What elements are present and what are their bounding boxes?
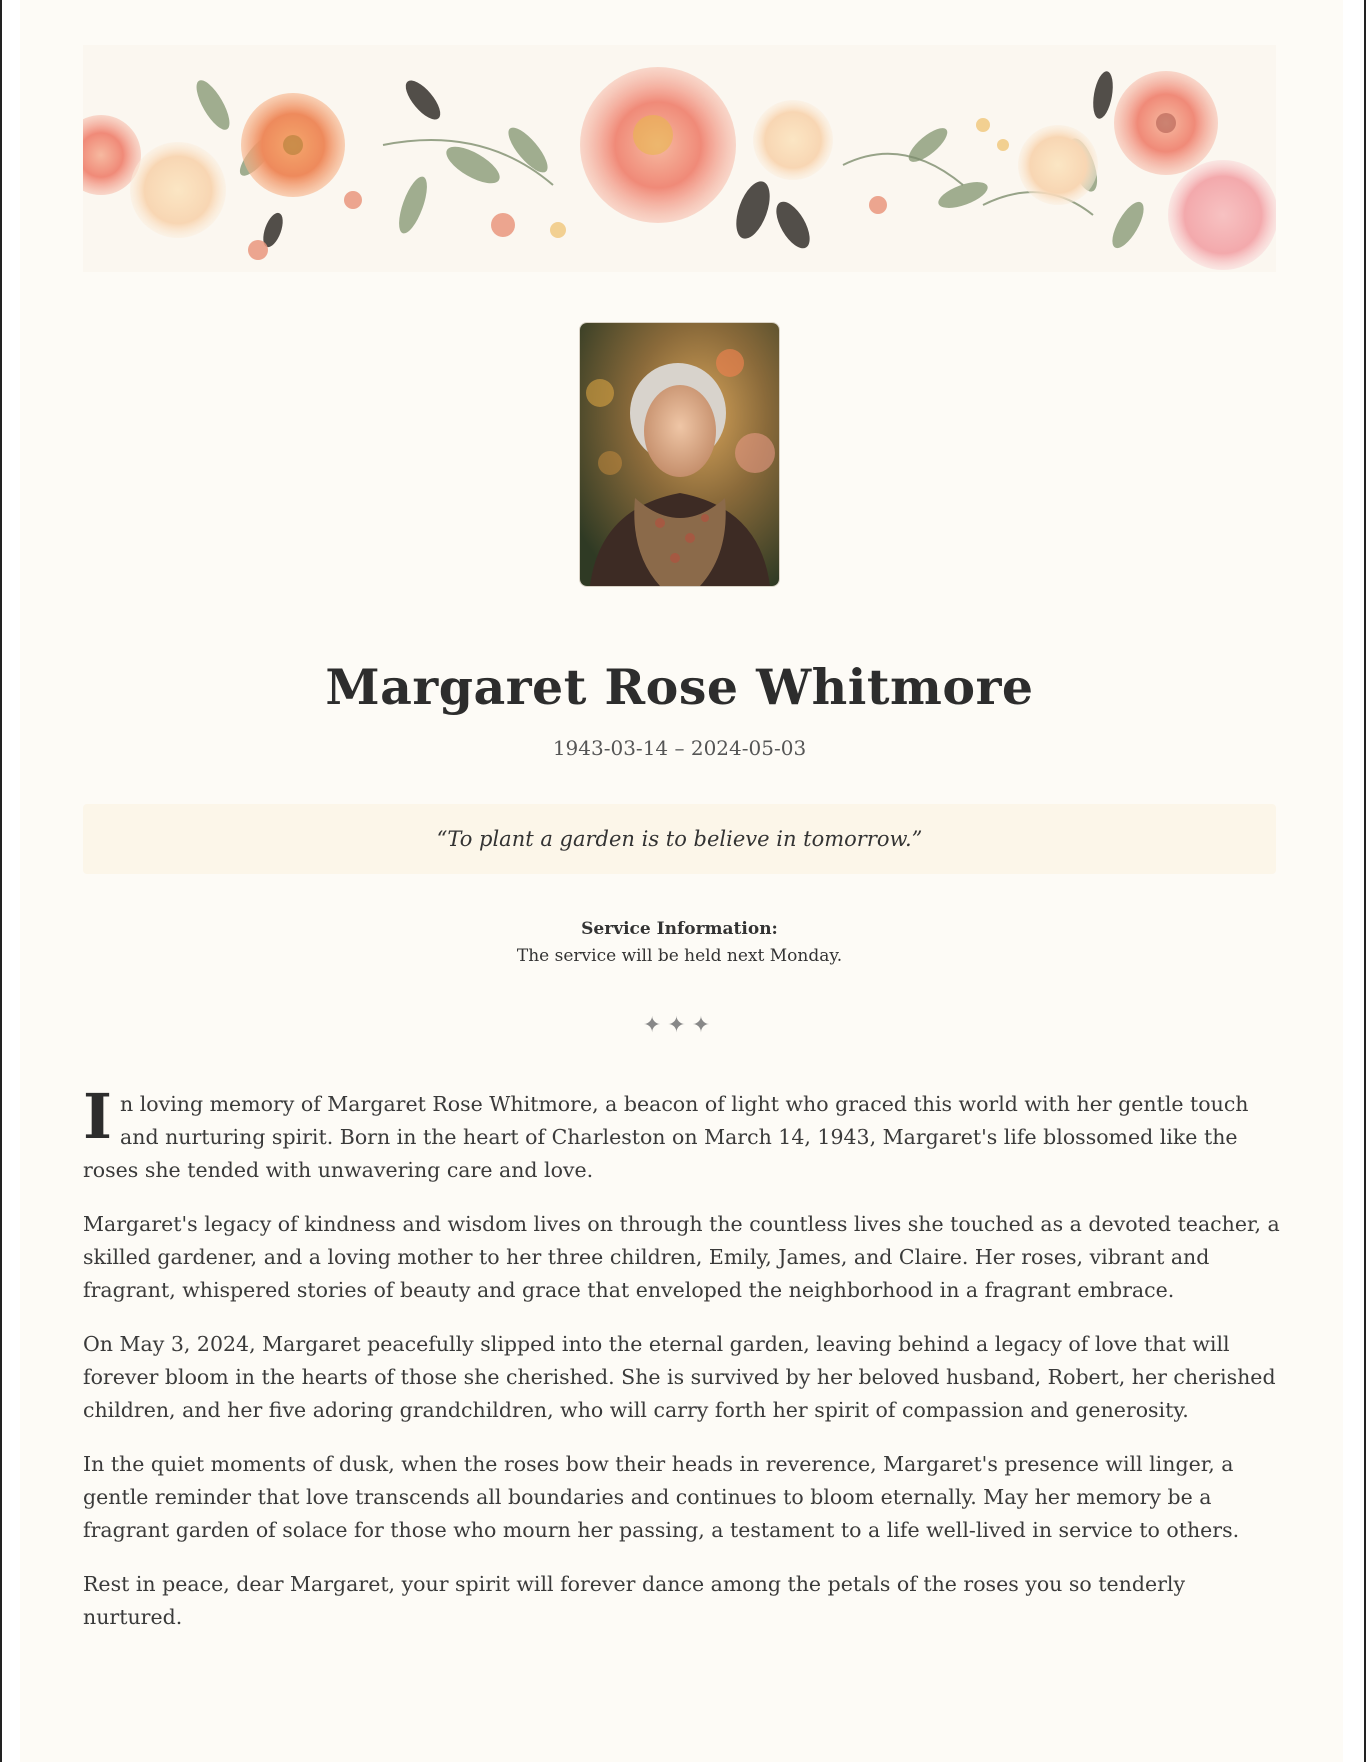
sparkle-divider-icon: ✦✦✦ bbox=[642, 1013, 717, 1038]
service-info-text: The service will be held next Monday. bbox=[516, 946, 843, 966]
drop-cap: I bbox=[83, 1080, 113, 1153]
watercolor-roses-illustration bbox=[83, 45, 1276, 272]
portrait-photo bbox=[579, 322, 780, 587]
service-info-heading: Service Information: bbox=[581, 919, 778, 939]
obituary-paragraph-1: In loving memory of Margaret Rose Whitmore, a beacon of light who graced this world with her gentle touch and nurturing spirit. Born in the heart of Charleston on March 14, 1943, Margaret's life blossomed like the roses she tended with unwavering care and love. bbox=[83, 1080, 1249, 1182]
deceased-name: Margaret Rose Whitmore bbox=[325, 658, 1034, 716]
elderly-woman-portrait-image bbox=[580, 323, 779, 586]
obituary-paragraph-3: On May 3, 2024, Margaret peacefully slipped into the eternal garden, leaving behind a legacy of love that will forever bloom in the hearts of those she cherished. She is survived by her beloved husband, Robert, her cherished children, and her five adoring grandchildren, who will carry forth her spirit of compassion and generosity. bbox=[83, 1332, 1276, 1422]
life-dates: 1943-03-14 – 2024-05-03 bbox=[552, 736, 807, 760]
memorial-quote: “To plant a garden is to believe in tomorrow.” bbox=[436, 827, 923, 851]
obituary-body bbox=[83, 1080, 1283, 1655]
memorial-page bbox=[20, 0, 1343, 1762]
obituary-paragraph-4: In the quiet moments of dusk, when the roses bow their heads in reverence, Margaret's presence will linger, a gentle reminder that love transcends all boundaries and continues to bloom eternally. May her memory be a fragrant garden of solace for those who mourn her passing, a testament to a life well-lived in service to others. bbox=[83, 1452, 1240, 1542]
floral-banner bbox=[83, 45, 1276, 272]
quote-box bbox=[83, 804, 1276, 874]
window-border-left bbox=[0, 0, 2, 1762]
obituary-paragraph-5: Rest in peace, dear Margaret, your spirit will forever dance among the petals of the roses you so tenderly nurtured. bbox=[83, 1572, 1186, 1629]
obituary-paragraph-2: Margaret's legacy of kindness and wisdom lives on through the countless lives she touched as a devoted teacher, a skilled gardener, and a loving mother to her three children, Emily, James, and Claire. Her roses, vibrant and fragrant, whispered stories of beauty and grace that enveloped the neighborhood in a fragrant embrace. bbox=[83, 1212, 1280, 1302]
